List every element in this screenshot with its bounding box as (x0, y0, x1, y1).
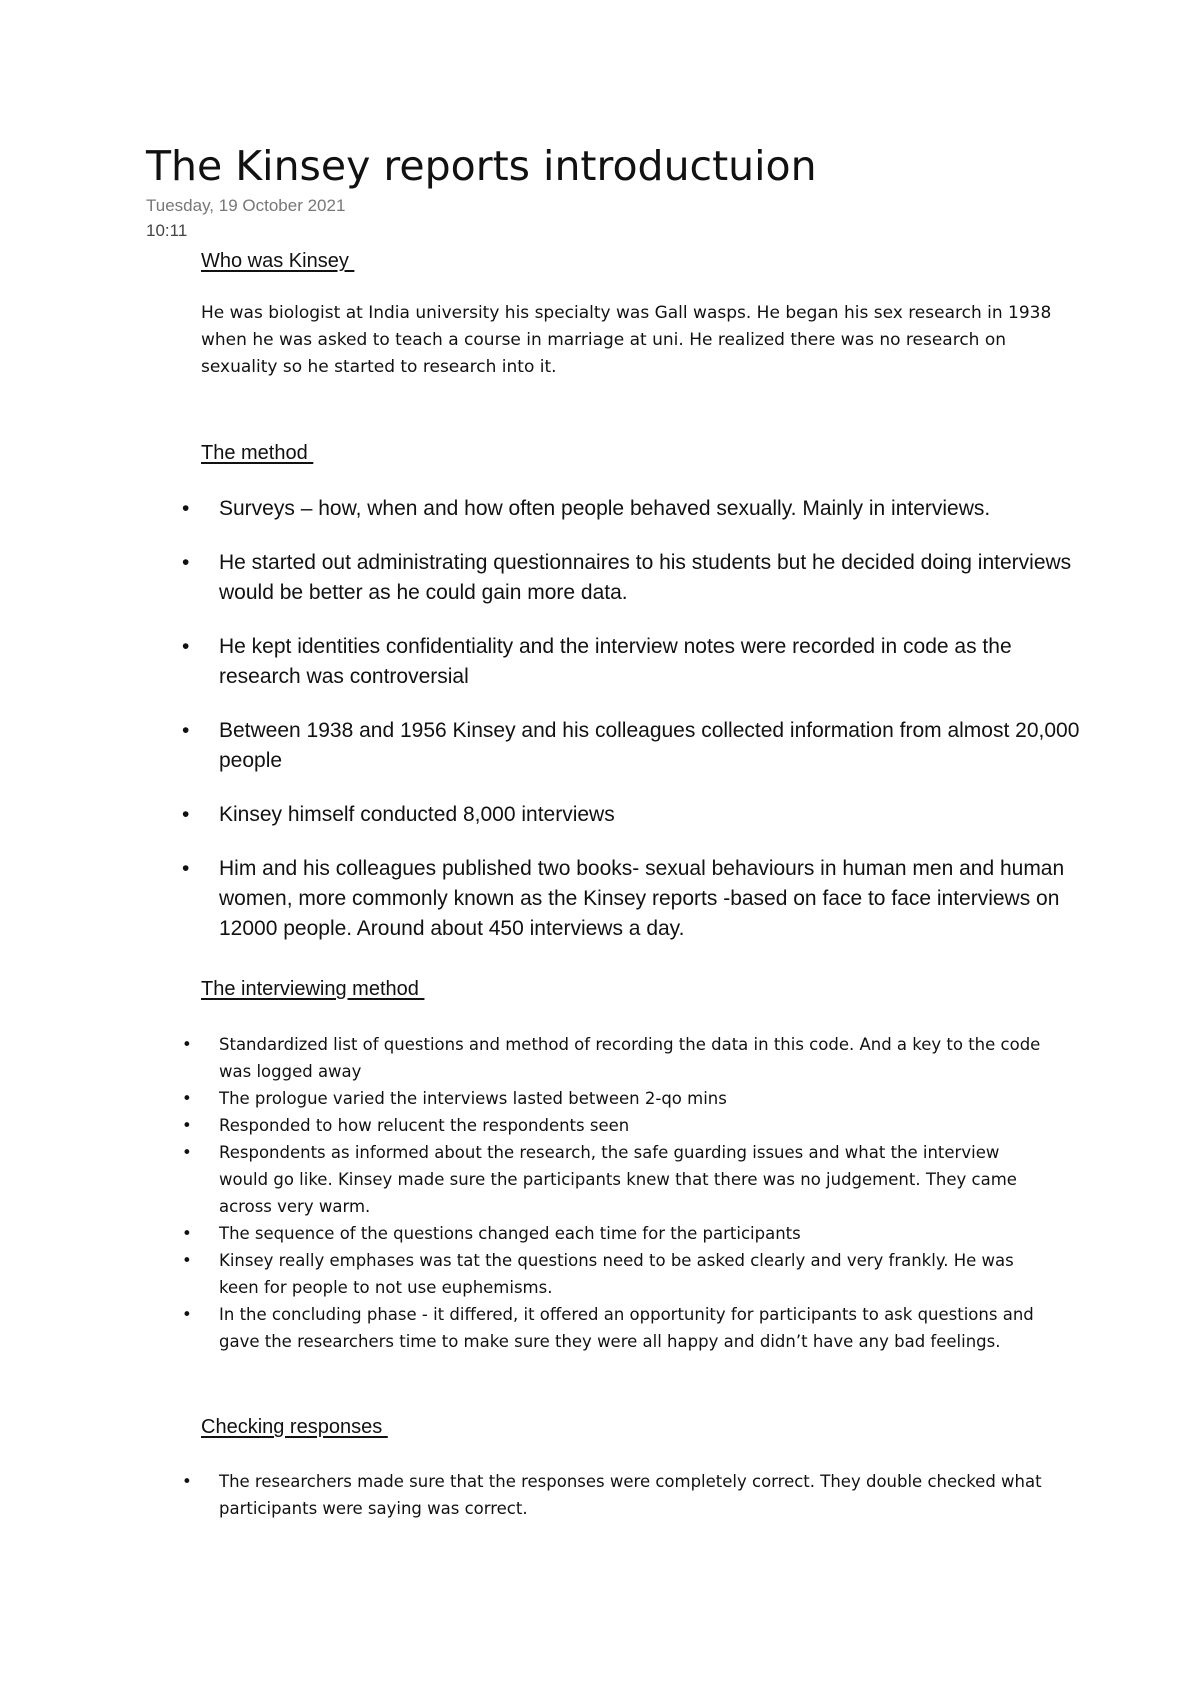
page-title: The Kinsey reports introductuion (146, 142, 817, 190)
list-item (182, 1139, 1042, 1220)
section-heading-interviewing: The interviewing method (201, 978, 425, 1000)
bullet-icon: • (182, 1305, 192, 1324)
bullet-icon: • (182, 719, 190, 742)
bullet-icon: • (182, 551, 190, 574)
list-item-text: Responded to how relucent the respondents seen (219, 1116, 630, 1135)
list-item (182, 800, 1082, 830)
method-list (182, 494, 1082, 968)
section-heading-who: Who was Kinsey (201, 250, 355, 272)
list-item (182, 1247, 1042, 1301)
bullet-icon: • (182, 1143, 192, 1162)
bullet-icon: • (182, 635, 190, 658)
list-item (182, 548, 1082, 608)
list-item (182, 854, 1082, 944)
list-item (182, 1112, 1042, 1139)
bullet-icon: • (182, 1224, 192, 1243)
bullet-icon: • (182, 497, 190, 520)
list-item (182, 632, 1082, 692)
note-time: 10:11 (146, 221, 188, 240)
list-item-text: He started out administrating questionnaires to his students but he decided doing interviews would be better as he could gain more data. (219, 551, 1072, 604)
list-item-text: Between 1938 and 1956 Kinsey and his colleagues collected information from almost 20,000 people (219, 719, 1080, 772)
list-item (182, 1468, 1042, 1522)
list-item (182, 494, 1082, 524)
list-item-text: Standardized list of questions and method of recording the data in this code. And a key to the code was logged away (219, 1035, 1041, 1081)
list-item-text: Respondents as informed about the research, the safe guarding issues and what the interview would go like. Kinsey made sure the participants knew that there was no judgement. They came across very warm. (219, 1143, 1017, 1216)
list-item (182, 1301, 1042, 1355)
list-item-text: He kept identities confidentiality and the interview notes were recorded in code as the research was controversial (219, 635, 1012, 688)
section-paragraph-who: He was biologist at India university his specialty was Gall wasps. He began his sex research in 1938 when he was asked to teach a course in marriage at uni. He realized there was no research on sexuality so he started to research into it. (201, 303, 1052, 377)
list-item (182, 1031, 1042, 1085)
bullet-icon: • (182, 1089, 192, 1108)
bullet-icon: • (182, 1035, 192, 1054)
bullet-icon: • (182, 857, 190, 880)
list-item-text: The researchers made sure that the responses were completely correct. They double checked what participants were saying was correct. (219, 1472, 1042, 1518)
bullet-icon: • (182, 1251, 192, 1270)
section-heading-checking: Checking responses (201, 1416, 388, 1438)
list-item-text: In the concluding phase - it differed, it offered an opportunity for participants to ask questions and gave the researchers time to make sure they were all happy and didn’t have any bad feelings. (219, 1305, 1034, 1351)
list-item-text: Kinsey himself conducted 8,000 interviews (219, 803, 615, 826)
interviewing-list (182, 1031, 1042, 1355)
note-date: Tuesday, 19 October 2021 (146, 196, 346, 215)
list-item-text: Kinsey really emphases was tat the questions need to be asked clearly and very frankly. He was keen for people to not use euphemisms. (219, 1251, 1014, 1297)
bullet-icon: • (182, 1116, 192, 1135)
list-item (182, 1085, 1042, 1112)
list-item (182, 716, 1082, 776)
list-item-text: Him and his colleagues published two books- sexual behaviours in human men and human women, more commonly known as the Kinsey reports -based on face to face interviews on 12000 people. Around about 450 interviews a day. (219, 857, 1065, 940)
section-heading-method: The method (201, 442, 314, 464)
list-item-text: The prologue varied the interviews lasted between 2-qo mins (219, 1089, 727, 1108)
list-item-text: The sequence of the questions changed each time for the participants (219, 1224, 801, 1243)
list-item-text: Surveys – how, when and how often people behaved sexually. Mainly in interviews. (219, 497, 991, 520)
checking-list (182, 1468, 1042, 1522)
bullet-icon: • (182, 1472, 192, 1491)
bullet-icon: • (182, 803, 190, 826)
list-item (182, 1220, 1042, 1247)
